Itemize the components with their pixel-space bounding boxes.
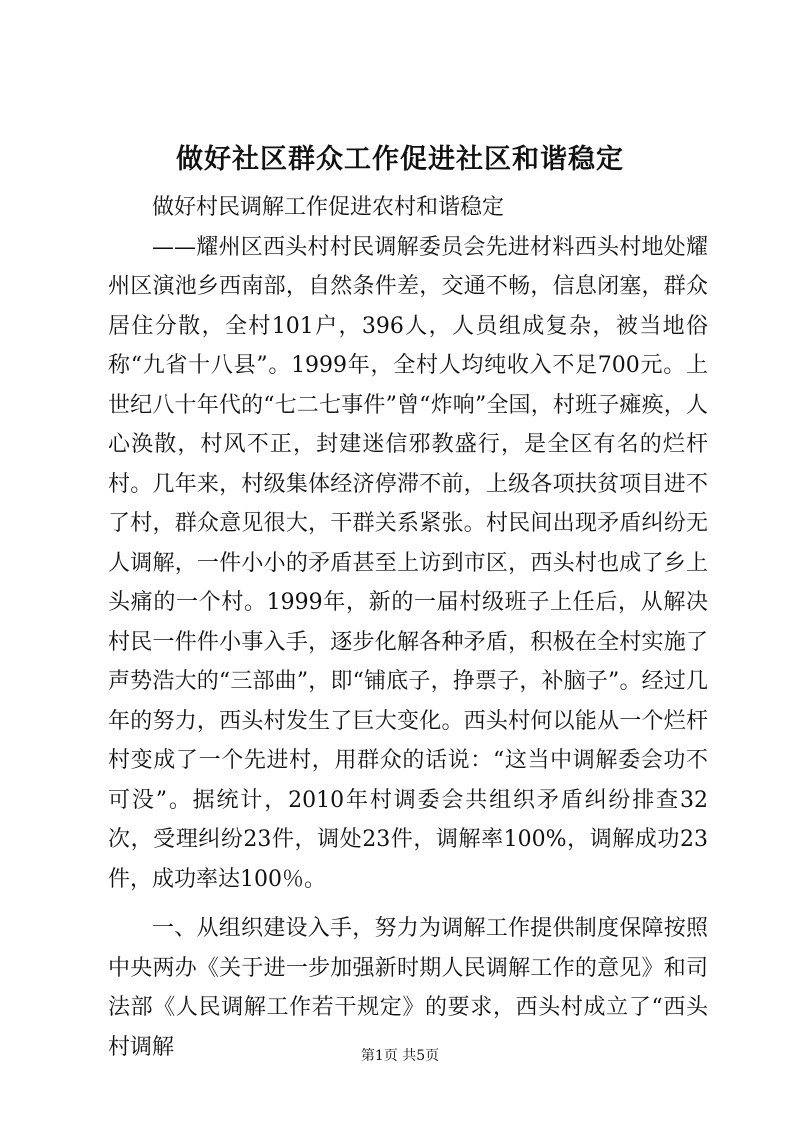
- document-body: [108, 188, 708, 1067]
- subtitle-paragraph: 做好村民调解工作促进农村和谐稳定: [152, 195, 505, 220]
- document-title: 做好社区群众工作促进社区和谐稳定: [176, 144, 624, 175]
- body-paragraph-1: ——耀州区西头村村民调解委员会先进材料西头村地处耀州区演池乡西南部，自然条件差，交通不畅，信息闭塞，群众居住分散，全村101户，396人，人员组成复杂，被当地俗称“九省十八县”。1999年，全村人均纯收入不足700元。上世纪八十年代的“七二七事件”曾“炸响”全国，村班子瘫痪，人心涣散，村风不正，封建迷信邪教盛行，是全区有名的烂杆村。几年来，村级集体经济停滞不前，上级各项扶贫项目进不了村，群众意见很大，干群关系紧张。村民间出现矛盾纠纷无人调解，一件小小的矛盾甚至上访到市区，西头村也成了乡上头痛的一个村。1999年，新的一届村级班子上任后，从解决村民一件件小事入手，逐步化解各种矛盾，积极在全村实施了声势浩大的“三部曲”，即“铺底子，挣票子，补脑子”。经过几年的努力，西头村发生了巨大变化。西头村何以能从一个烂杆村变成了一个先进村，用群众的话说：“这当中调解委会功不可没”。据统计，2010年村调委会共组织矛盾纠纷排查32次，受理纠纷23件，调处23件，调解率100%，调解成功23件，成功率达100％。: [108, 234, 708, 892]
- page-footer: 第1页 共5页: [360, 1048, 440, 1064]
- body-paragraph-2: 一、从组织建设入手，努力为调解工作提供制度保障按照中央两办《关于进一步加强新时期人民调解工作的意见》和司法部《人民调解工作若干规定》的要求，西头村成立了“西头村调解: [108, 916, 708, 1060]
